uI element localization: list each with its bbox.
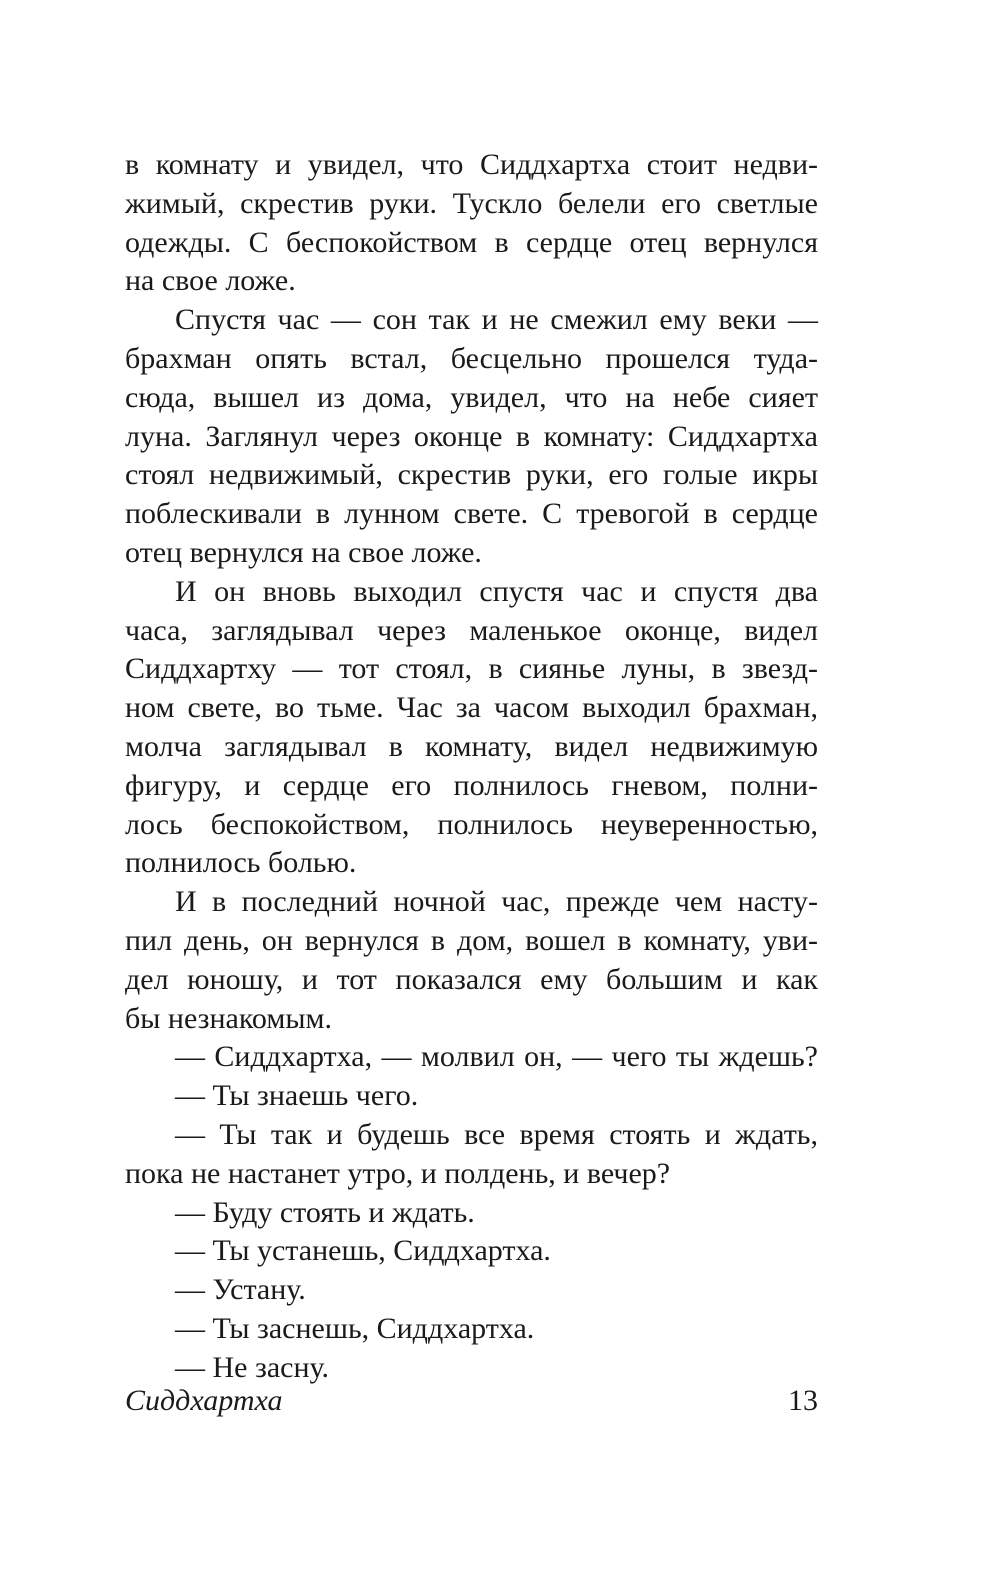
text-line: Сиддхартху — тот стоял, в сиянье луны, в звезд- [125,652,818,686]
text-line: Спустя час — сон так и не смежил ему веки — [175,303,818,337]
text-line: И он вновь выходил спустя час и спустя два [175,574,818,608]
text-line: полнилось болью. [125,846,357,880]
text-line: бы незнакомым. [125,1001,332,1035]
text-line: луна. Заглянул через оконце в комнату: Сиддхартха [125,419,818,453]
text-line: в комнату и увидел, что Сиддхартха стоит недви- [125,148,818,181]
dialogue-line: — Ты заснешь, Сиддхартха. [175,1311,535,1345]
text-line: отец вернулся на свое ложе. [125,535,482,569]
text-line: лось беспокойством, полнилось неуверенностью, [125,807,818,841]
text-line: часа, заглядывал через маленькое оконце, видел [125,613,818,647]
text-line: сюда, вышел из дома, увидел, что на небе сияет [125,380,818,414]
text-line: молча заглядывал в комнату, видел недвижимую [125,729,818,763]
dialogue-line: — Буду стоять и ждать. [175,1195,475,1229]
text-line: дел юношу, и тот показался ему большим и как [125,962,818,996]
page-footer [125,1384,818,1424]
text-line: стоял недвижимый, скрестив руки, его голые икры [125,458,818,492]
text-line: поблескивали в лунном свете. С тревогой в сердце [125,497,818,531]
dialogue-line: — Не засну. [175,1350,330,1384]
text-line: одежды. С беспокойством в сердце отец вернулся [125,225,818,259]
text-line: пил день, он вернулся в дом, вошел в комнату, уви- [125,923,818,957]
dialogue-line: пока не настанет утро, и полдень, и вечер? [125,1156,671,1190]
dialogue-line: — Ты устанешь, Сиддхартха. [175,1234,551,1268]
running-title: Сиддхартха [125,1384,283,1417]
page-number: 13 [788,1384,818,1417]
dialogue-line: — Ты знаешь чего. [175,1079,419,1113]
dialogue-line: — Сиддхартха, — молвил он, — чего ты ждешь? [175,1040,818,1074]
text-line: жимый, скрестив руки. Тускло белели его светлые [125,186,818,220]
text-line: фигуру, и сердце его полнилось гневом, полни- [125,768,818,802]
dialogue-line: — Устану. [175,1273,306,1307]
text-line: на свое ложе. [125,264,296,298]
text-line: ном свете, во тьме. Час за часом выходил брахман, [125,691,818,725]
text-line: И в последний ночной час, прежде чем насту- [175,885,818,919]
dialogue-line: — Ты так и будешь все время стоять и ждать, [175,1117,818,1151]
body-text [125,146,818,1388]
text-line: брахман опять встал, бесцельно прошелся туда- [125,341,818,375]
